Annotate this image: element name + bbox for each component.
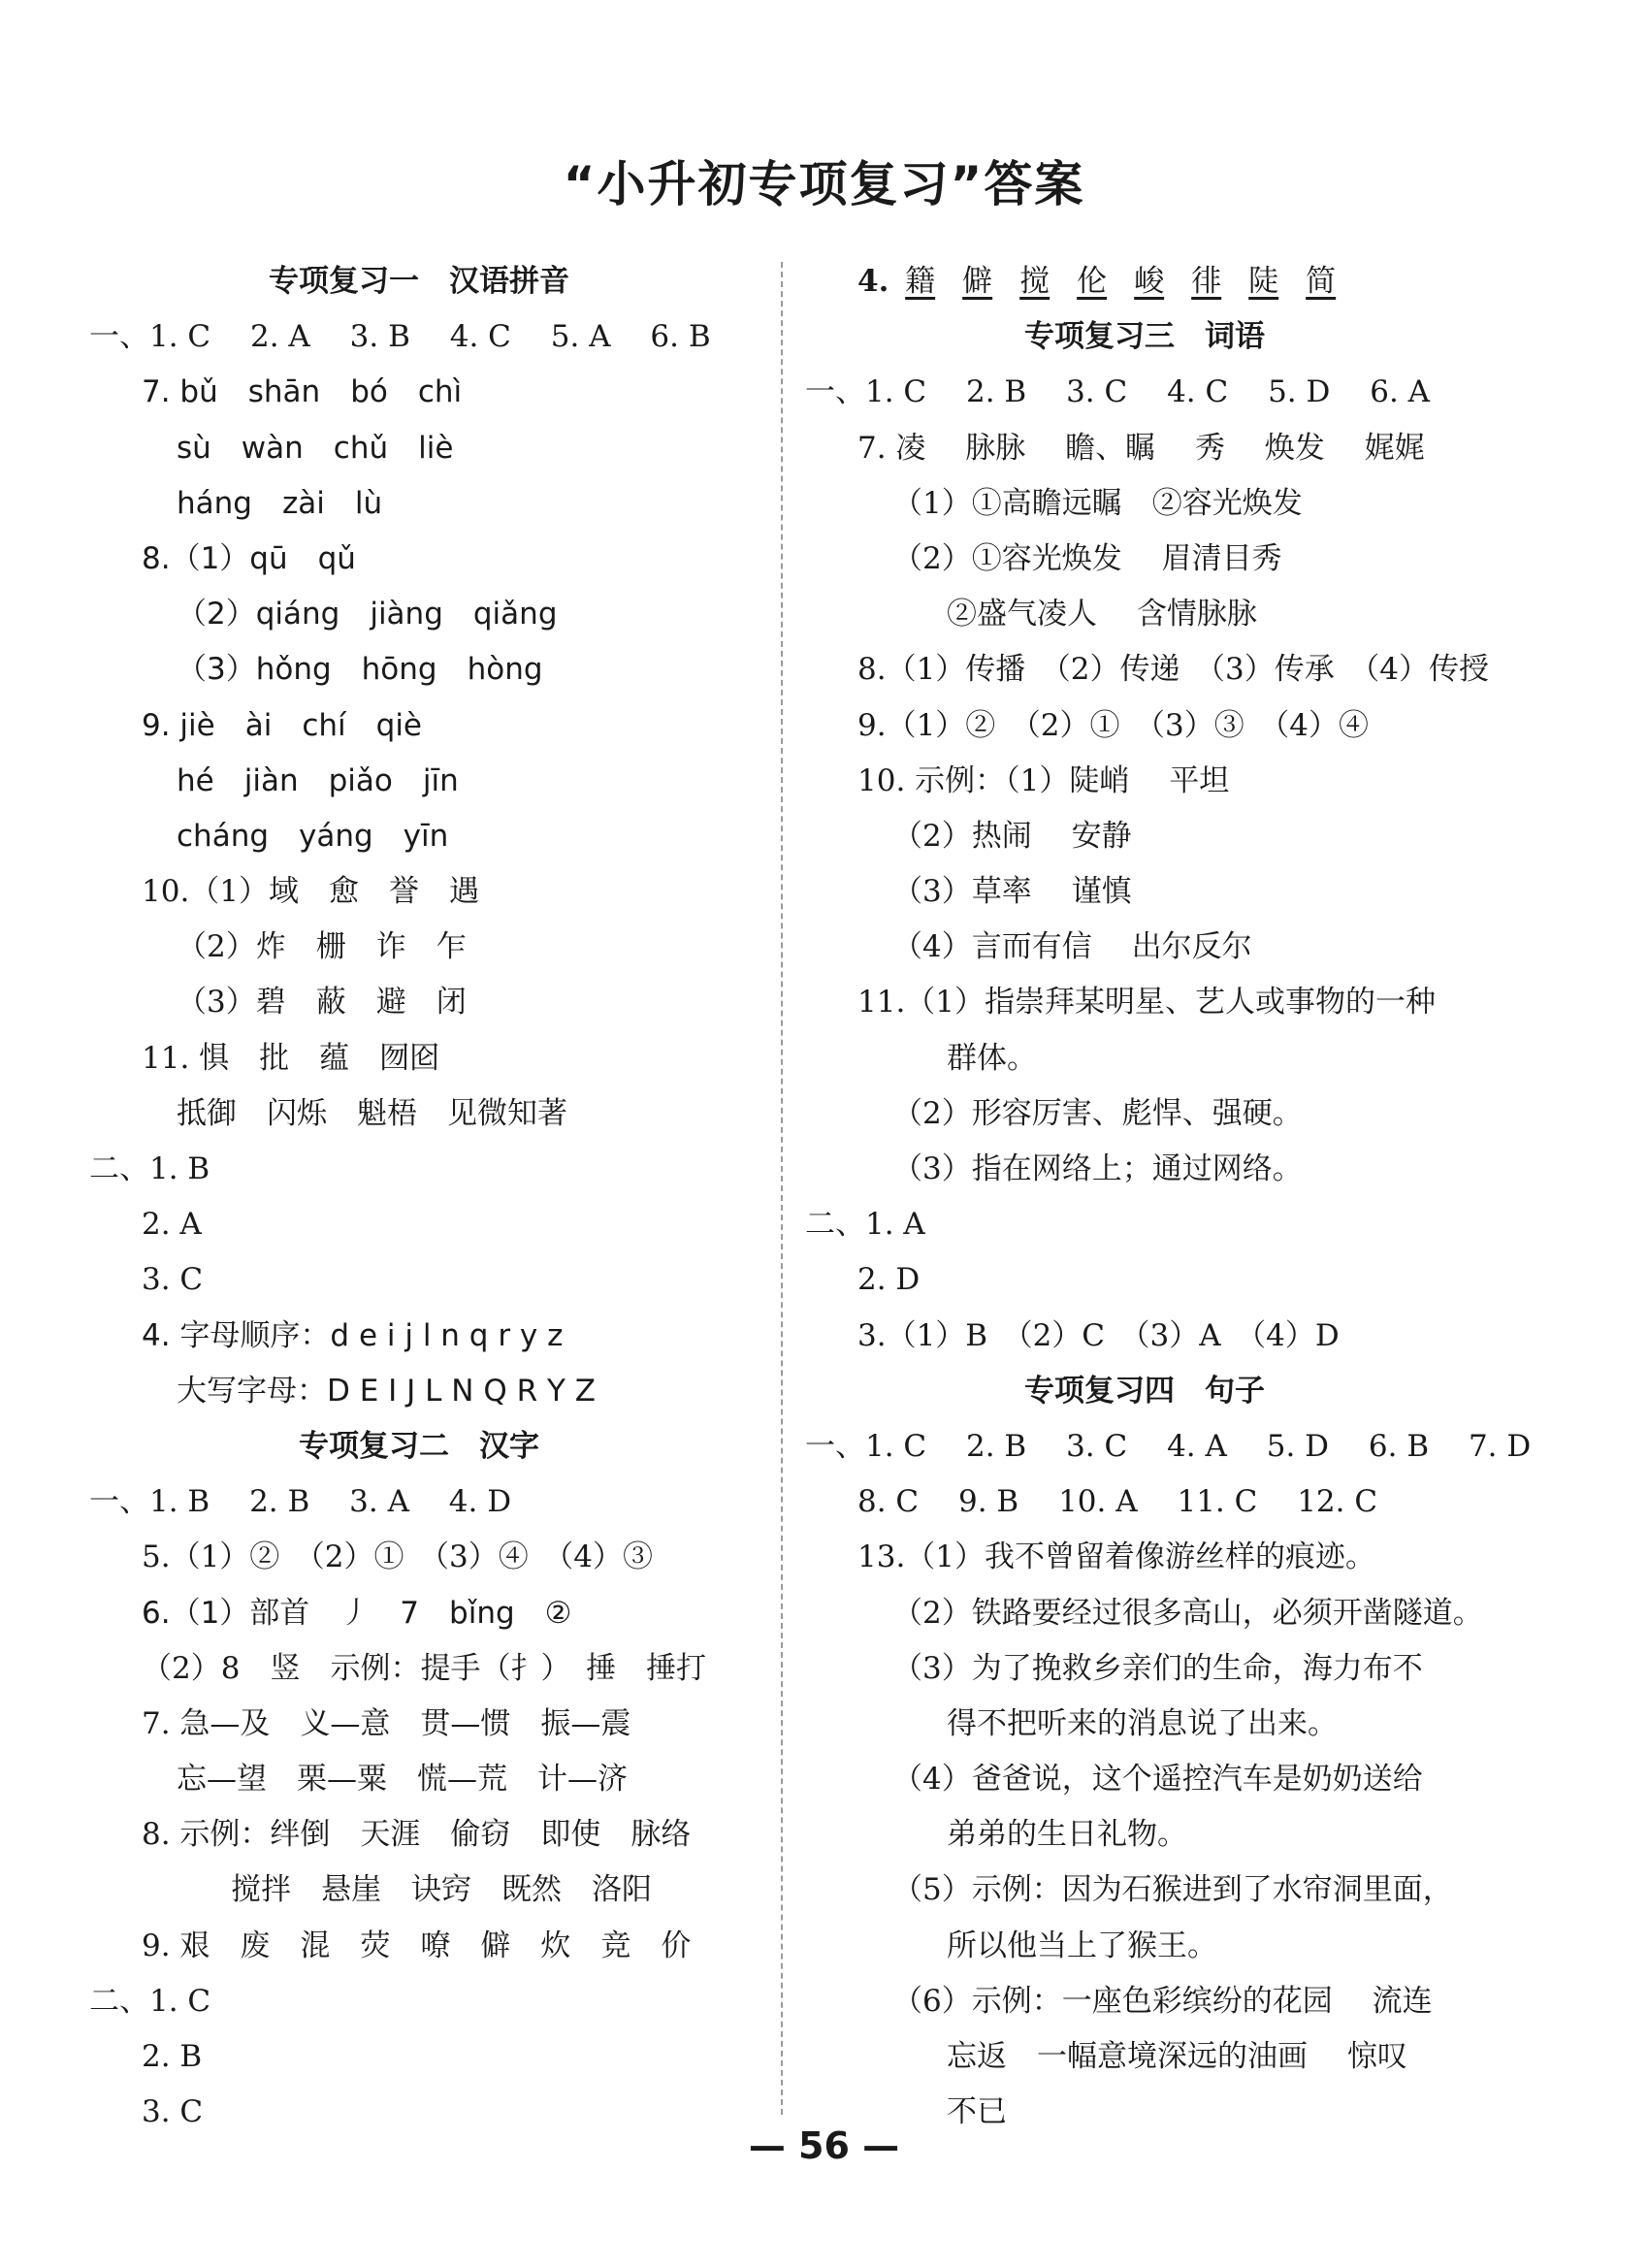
underlined-char: 陡 [1248, 264, 1279, 299]
answer-line: （2）①容光焕发 眉清目秀 [892, 540, 1282, 576]
answer-line: 群体。 [947, 1040, 1037, 1076]
answer-line: （2）炸 栅 诈 乍 [177, 929, 467, 965]
answer-line: 二、1. B [89, 1151, 210, 1186]
answer-line: （4）爸爸说，这个遥控汽车是奶奶送给 [892, 1762, 1423, 1798]
answer-line: 6.（1）部首 丿 7 bǐng ② [142, 1595, 572, 1631]
answer-line: 11.（1）指崇拜某明星、艺人或事物的一种 [857, 985, 1437, 1021]
underlined-chars-line [805, 254, 1484, 309]
answer-line: 抵御 闪烁 魁梧 见微知著 [177, 1095, 567, 1131]
answer-line: cháng yáng yīn [177, 818, 449, 854]
answer-line: hé jiàn piǎo jīn [177, 762, 459, 798]
page-number: — 56 — [748, 2124, 900, 2167]
answer-line: 搅拌 悬崖 诀窍 既然 洛阳 [231, 1872, 652, 1908]
answer-line: 二、1. A [805, 1207, 925, 1243]
section-heading: 专项复习四 句子 [1024, 1373, 1265, 1409]
answer-line: 一、1. C 2. B 3. C 4. A 5. D 6. B 7. D [805, 1428, 1532, 1464]
right-column [805, 254, 1532, 2140]
answer-line: （3）指在网络上；通过网络。 [892, 1151, 1303, 1186]
answer-line: 8.（1）传播 （2）传递 （3）传承 （4）传授 [857, 652, 1489, 688]
answer-line: 大写字母：D E I J L N Q R Y Z [177, 1373, 597, 1409]
underlined-char: 简 [1306, 264, 1337, 299]
answer-line: 不已 [947, 2094, 1007, 2130]
answer-line: 弟弟的生日礼物。 [947, 1817, 1187, 1853]
answer-line: 一、1. C 2. A 3. B 4. C 5. A 6. B [89, 319, 711, 355]
section-heading: 专项复习二 汉字 [299, 1428, 539, 1464]
answer-line: （3）为了挽救乡亲们的生命，海力布不 [892, 1650, 1423, 1686]
answer-line: 9.（1）② （2）① （3）③ （4）④ [857, 707, 1369, 743]
underlined-char: 伦 [1077, 264, 1108, 299]
answer-line: 4. 字母顺序：d e i j l n q r y z [142, 1317, 564, 1353]
answer-line: 10.（1）域 愈 誉 遇 [142, 874, 480, 910]
answer-line: 10. 示例：（1）陡峭 平坦 [857, 762, 1230, 798]
answer-line: 9. jiè ài chí qiè [142, 707, 423, 743]
answer-line: （2）形容厉害、彪悍、强硬。 [892, 1095, 1303, 1131]
answer-line: （1）①高瞻远瞩 ②容光焕发 [892, 485, 1303, 521]
answer-line: （2）铁路要经过很多高山，必须开凿隧道。 [892, 1595, 1483, 1631]
page-title: “小升初专项复习”答案 [563, 156, 1085, 212]
underlined-char: 搅 [1019, 264, 1050, 299]
answer-line: 5.（1）② （2）① （3）④ （4）③ [142, 1539, 653, 1575]
answer-line: 8. C 9. B 10. A 11. C 12. C [857, 1484, 1378, 1520]
answer-line: 9. 艰 废 混 荧 嘹 僻 炊 竞 价 [142, 1928, 692, 1963]
answer-line: 一、1. B 2. B 3. A 4. D [89, 1484, 512, 1520]
answer-line: 8.（1）qū qǔ [142, 540, 356, 576]
answer-line: （2）热闹 安静 [892, 818, 1132, 854]
underlined-char: 籍 [905, 264, 936, 299]
answer-line: 2. A [142, 1207, 202, 1243]
answer-line: 2. B [142, 2039, 203, 2074]
answer-line: （5）示例：因为石猴进到了水帘洞里面， [892, 1872, 1453, 1908]
answer-line: 7. bǔ shān bó chì [142, 374, 463, 410]
answer-line: （4）言而有信 出尔反尔 [892, 929, 1252, 965]
answer-line: 8. 示例：绊倒 天涯 偷窃 即使 脉络 [142, 1817, 692, 1853]
answer-line: sù wàn chǔ liè [177, 430, 454, 466]
underlined-char: 徘 [1191, 264, 1222, 299]
answer-line: 3.（1）B （2）C （3）A （4）D [857, 1317, 1340, 1353]
answer-line: 13.（1）我不曾留着像游丝样的痕迹。 [857, 1539, 1376, 1575]
answer-line: 3. C [142, 1262, 204, 1298]
underlined-char: 峻 [1134, 264, 1165, 299]
answer-line: háng zài lù [177, 485, 383, 521]
answer-line: 11. 惧 批 蕴 囫囵 [142, 1040, 440, 1076]
column-divider [781, 262, 783, 2115]
underlined-char: 僻 [962, 264, 993, 299]
answer-line: 二、1. C [89, 1983, 211, 2019]
answer-line: （3）hǒng hōng hòng [177, 652, 543, 688]
answer-line: 7. 凌 脉脉 瞻、瞩 秀 焕发 娓娓 [857, 430, 1425, 466]
answer-line: 忘—望 栗—粟 慌—荒 计—济 [177, 1762, 628, 1798]
answer-line: 3. C [142, 2094, 204, 2130]
question-number: 4. [857, 264, 900, 299]
answer-line: （3）草率 谨慎 [892, 874, 1132, 910]
section-heading: 专项复习一 汉语拼音 [269, 264, 569, 299]
answer-line: （2）8 竖 示例：提手（扌） 捶 捶打 [142, 1650, 706, 1686]
answer-line: ②盛气凌人 含情脉脉 [947, 597, 1257, 632]
answer-line: 忘返 一幅意境深远的油画 惊叹 [947, 2039, 1407, 2074]
left-column [89, 254, 768, 2140]
answer-line: 7. 急—及 义—意 贯—惯 振—震 [142, 1705, 631, 1741]
answer-line: （3）碧 蔽 避 闭 [177, 985, 467, 1021]
section-heading: 专项复习三 词语 [1024, 319, 1265, 355]
answer-line: 一、1. C 2. B 3. C 4. C 5. D 6. A [805, 374, 1431, 410]
answer-line: 所以他当上了猴王。 [947, 1928, 1217, 1963]
answer-line: （6）示例：一座色彩缤纷的花园 流连 [892, 1983, 1433, 2019]
answer-line: 2. D [857, 1262, 921, 1298]
answer-line: （2）qiáng jiàng qiǎng [177, 597, 558, 632]
answer-line: 得不把听来的消息说了出来。 [947, 1705, 1338, 1741]
